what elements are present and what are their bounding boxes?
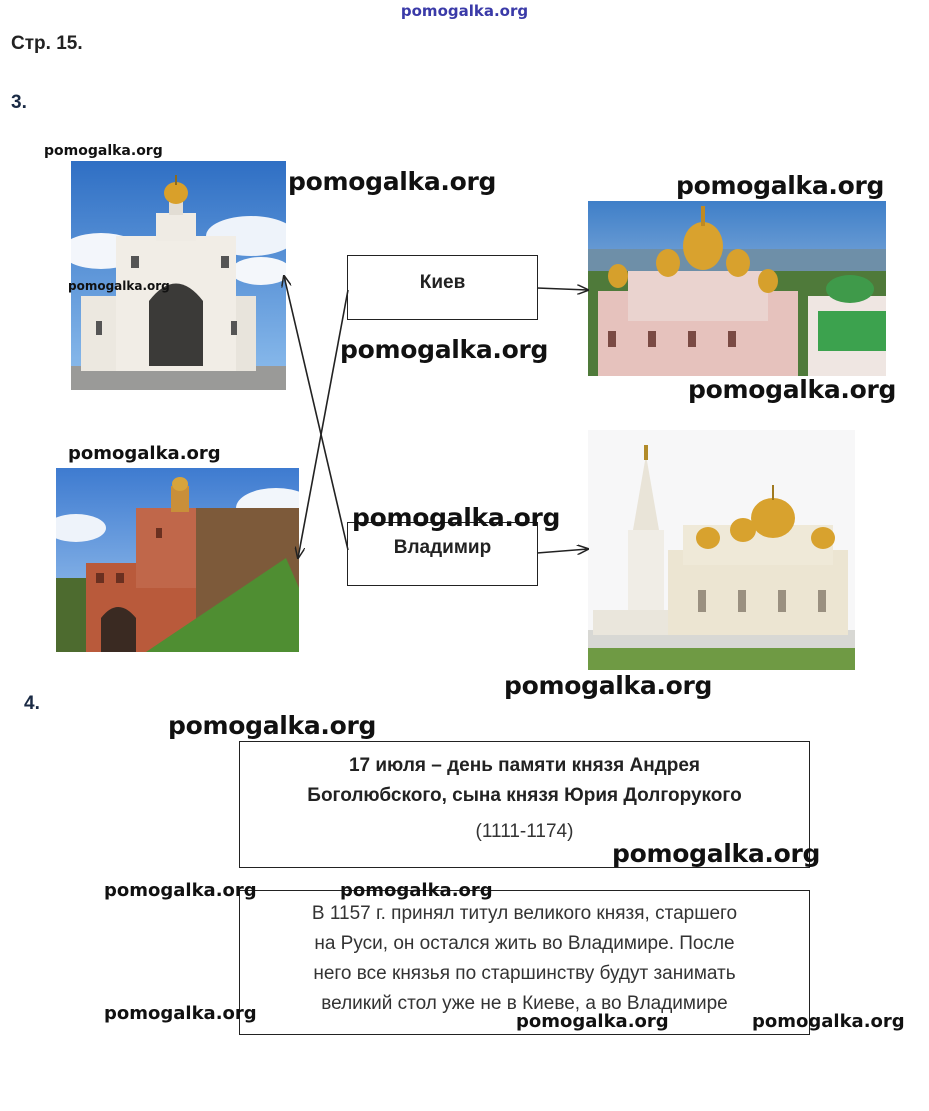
watermark: pomogalka.org (44, 143, 163, 159)
text-line: великий стол уже не в Киеве, а во Владимире (321, 993, 728, 1014)
watermark: pomogalka.org (340, 335, 549, 364)
watermark: pomogalka.org (68, 279, 170, 293)
watermark: pomogalka.org (352, 503, 561, 532)
city-label-kiev: Киев (419, 271, 466, 293)
page-ref: Стр. 15. (11, 33, 83, 54)
watermark: pomogalka.org (752, 1011, 905, 1032)
watermark: pomogalka.org (104, 880, 257, 901)
watermark: pomogalka.org (68, 443, 221, 464)
watermark: pomogalka.org (516, 1011, 669, 1032)
memorial-title (240, 751, 809, 811)
memorial-years: (1111-1174) (475, 821, 574, 842)
watermark: pomogalka.org (790, 1060, 799, 1061)
task-3-number: 3. (11, 92, 27, 113)
memorial-title-line: 17 июля – день памяти князя Андрея (348, 755, 701, 776)
watermark: pomogalka.org (612, 839, 821, 868)
arrow-kiev-to-lavra (537, 288, 588, 290)
grand-prince-text (240, 899, 809, 1019)
watermark: pomogalka.org (676, 171, 885, 200)
text-line: на Руси, он остался жить во Владимире. После (314, 933, 735, 954)
arrow-vladimir-to-vladimir-gate (284, 276, 348, 550)
memorial-title-line: Боголюбского, сына князя Юрия Долгорукого (307, 785, 742, 806)
watermark: pomogalka.org (104, 1003, 257, 1024)
watermark: pomogalka.org (504, 671, 713, 700)
watermark: pomogalka.org (288, 167, 497, 196)
arrow-vladimir-to-cathedral (537, 549, 588, 553)
text-line: В 1157 г. принял титул великого князя, старшего (311, 903, 738, 924)
watermark: pomogalka.org (688, 375, 897, 404)
watermark: pomogalka.org (340, 880, 493, 901)
watermark: pomogalka.org (168, 711, 377, 740)
text-line: него все князья по старшинству будут занимать (313, 963, 736, 984)
city-label-vladimir: Владимир (393, 537, 492, 558)
task-4-number: 4. (24, 693, 40, 714)
header-watermark: pomogalka.org (400, 2, 529, 20)
